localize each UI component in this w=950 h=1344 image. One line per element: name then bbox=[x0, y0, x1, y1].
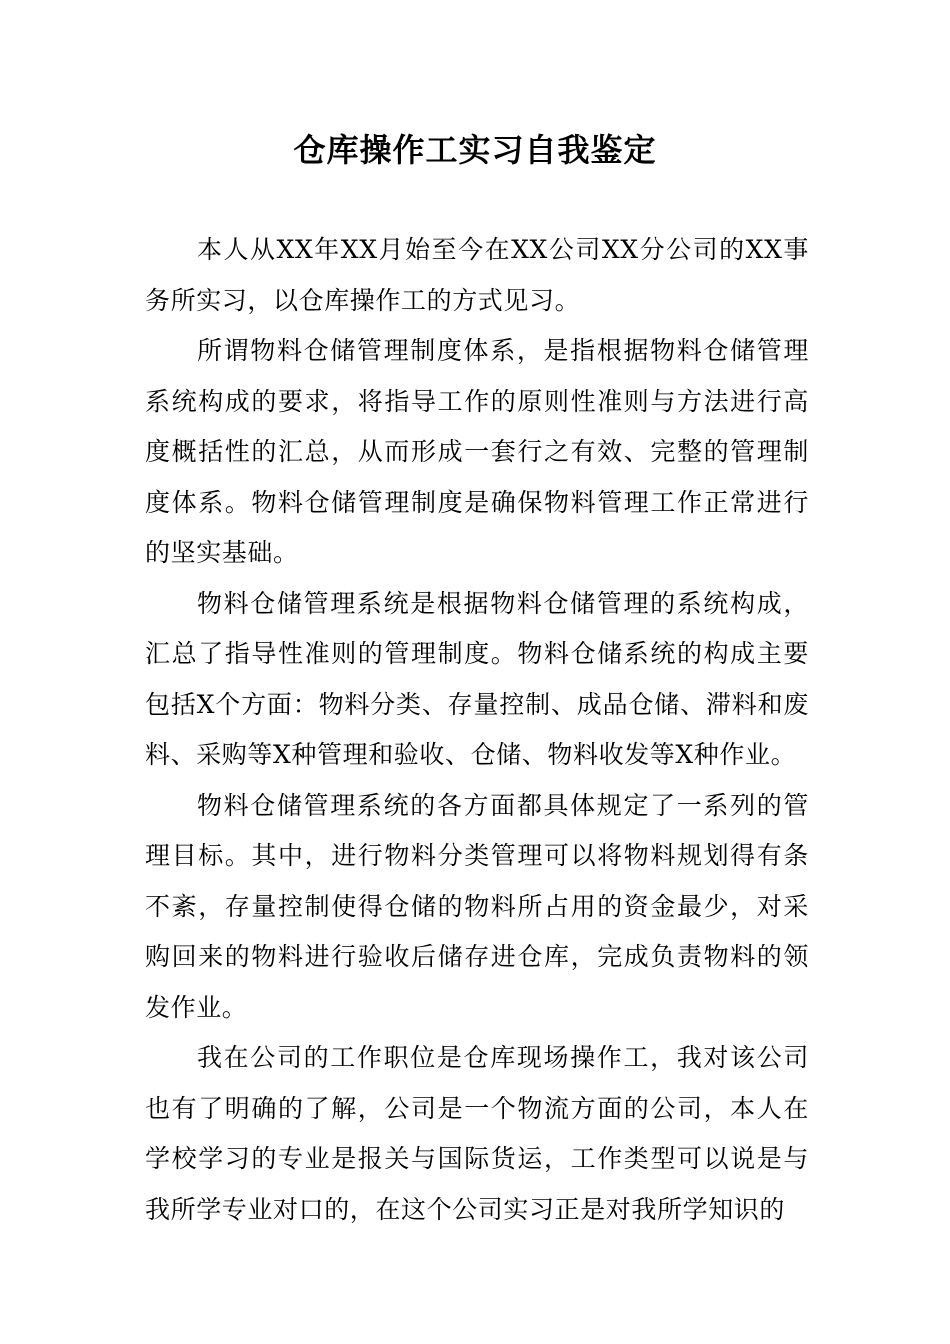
paragraph-intro: 本人从XX年XX月始至今在XX公司XX分公司的XX事务所实习，以仓库操作工的方式见习。 bbox=[145, 235, 809, 315]
paragraph-job-position: 我在公司的工作职位是仓库现场操作工，我对该公司也有了明确的了解，公司是一个物流方面的公司，本人在学校学习的专业是报关与国际货运，工作类型可以说是与我所学专业对口的，在这个公司实习正是对我所学知识的 bbox=[145, 1043, 809, 1224]
document-body bbox=[145, 225, 809, 1235]
paragraph-system-composition: 物料仓储管理系统是根据物料仓储管理的系统构成，汇总了指导性准则的管理制度。物料仓储系统的构成主要包括X个方面：物料分类、存量控制、成品仓储、滞料和废料、采购等X种管理和验收、仓储、物料收发等X种作业。 bbox=[145, 588, 809, 769]
document-title: 仓库操作工实习自我鉴定 bbox=[293, 131, 657, 169]
paragraph-system-definition: 所谓物料仓储管理制度体系，是指根据物料仓储管理系统构成的要求，将指导工作的原则性准则与方法进行高度概括性的汇总，从而形成一套行之有效、完整的管理制度体系。物料仓储管理制度是确保物料管理工作正常进行的坚实基础。 bbox=[145, 336, 809, 567]
paragraph-management-goals: 物料仓储管理系统的各方面都具体规定了一系列的管理目标。其中，进行物料分类管理可以将物料规划得有条不紊，存量控制使得仓储的物料所占用的资金最少，对采购回来的物料进行验收后储存进仓库，完成负责物料的领发作业。 bbox=[145, 790, 809, 1022]
